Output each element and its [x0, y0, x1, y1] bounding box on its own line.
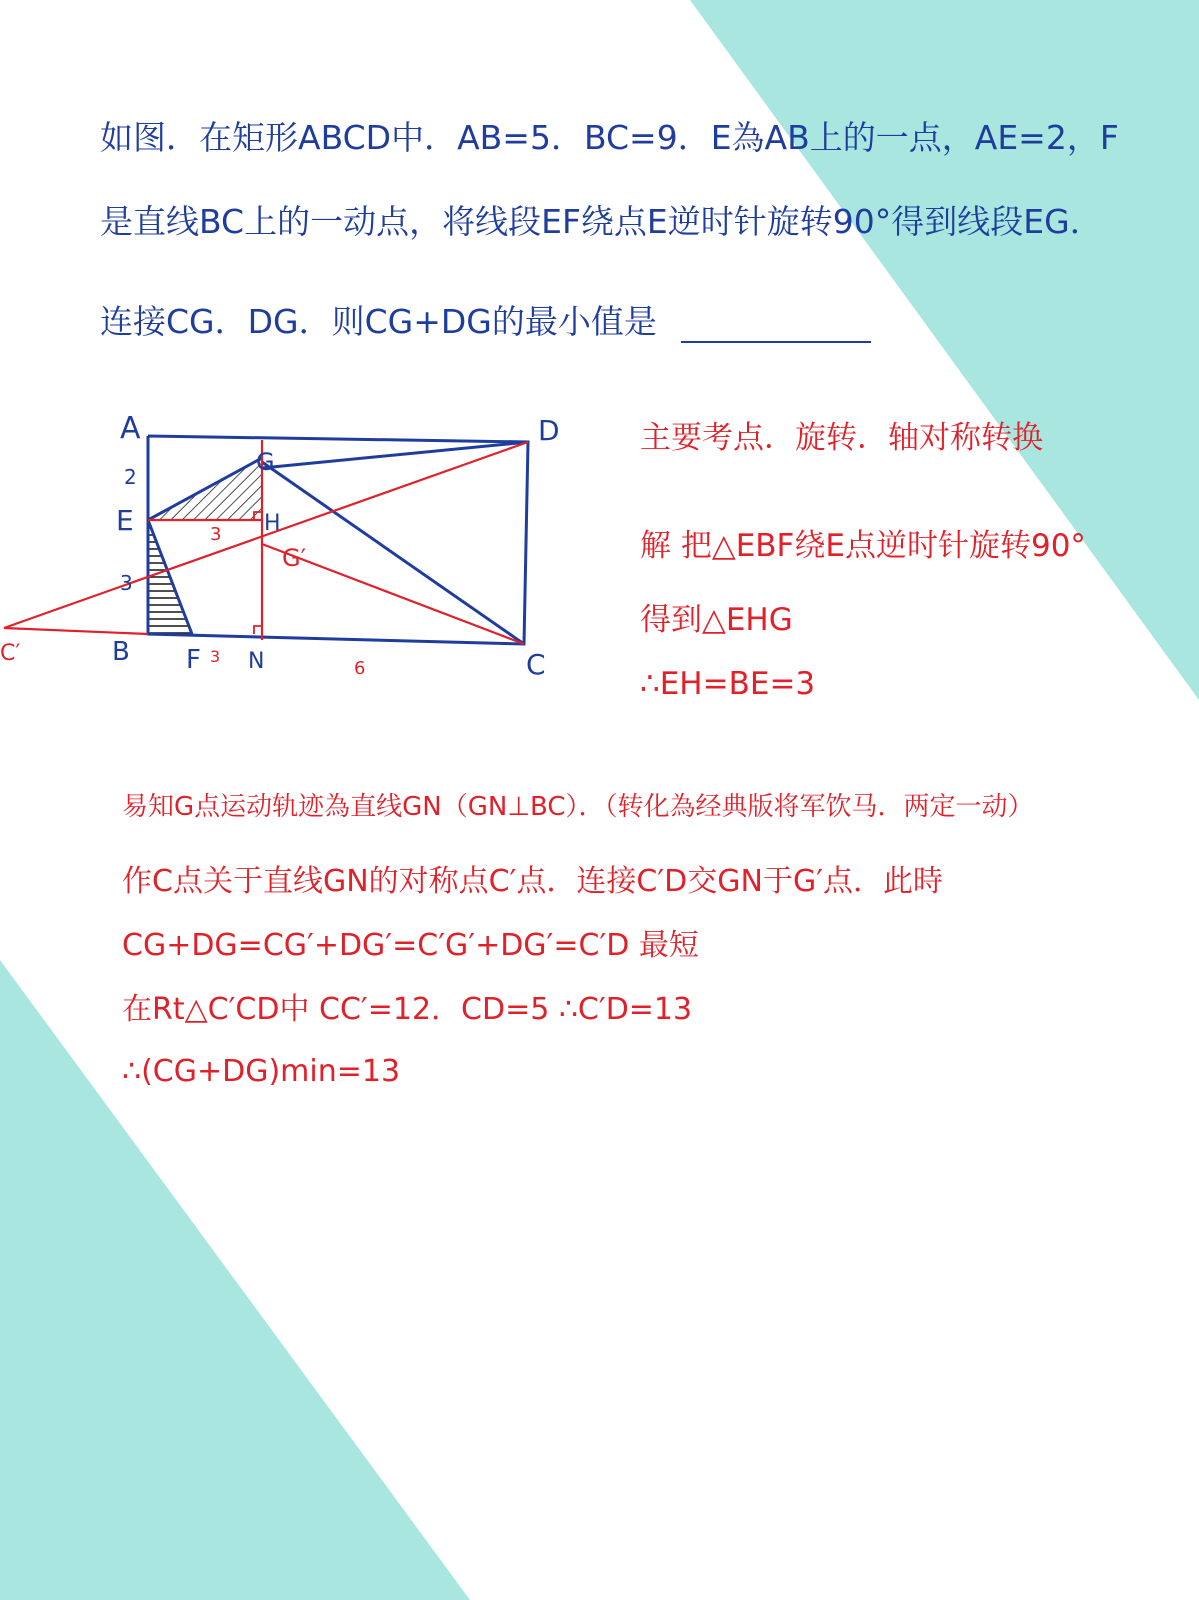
- label-h: H: [264, 511, 281, 536]
- label-n: N: [248, 649, 265, 674]
- solution-step-3: ∴EH=BE=3: [640, 666, 816, 702]
- label-f: F: [186, 645, 201, 675]
- solution-step-2: 得到△EHG: [640, 602, 793, 638]
- label-a: A: [120, 411, 141, 446]
- answer-blank: [681, 311, 871, 343]
- solution-step-1: 解 把△EBF绕E点逆时针旋转90°: [640, 528, 1086, 564]
- length-eh: 3: [210, 524, 222, 545]
- solution-line-1: 易知G点运动轨迹為直线GN（GN⊥BC）．（转化為经典版将军饮马．两定一动）: [122, 792, 1034, 822]
- solution-line-2: 作C点关于直线GN的对称点C′点．连接C′D交GN于G′点．此時: [122, 864, 944, 899]
- label-g: G: [256, 448, 275, 476]
- label-e: E: [116, 504, 134, 537]
- rectangle-abcd: [148, 436, 528, 644]
- length-ae: 2: [124, 465, 137, 489]
- solution-line-4: 在Rt△C′CD中 CC′=12．CD=5 ∴C′D=13: [122, 992, 693, 1027]
- length-bf: 3: [210, 647, 221, 666]
- line-c-prime-b: [4, 628, 148, 634]
- label-b: B: [112, 637, 130, 667]
- label-g-prime: G′: [282, 544, 307, 572]
- solution-line-3: CG+DG=CG′+DG′=C′G′+DG′=C′D 最短: [122, 928, 699, 963]
- geometry-diagram: [0, 400, 620, 700]
- solution-line-5: ∴(CG+DG)min=13: [122, 1054, 401, 1089]
- problem-question-text: 连接CG．DG．则CG+DG的最小值是: [100, 302, 657, 341]
- key-points-note: 主要考点．旋转．轴对称转换: [640, 420, 1043, 456]
- problem-line-3: [100, 296, 871, 343]
- length-nc: 6: [354, 658, 366, 679]
- label-c: C: [526, 648, 546, 681]
- right-angle-mark-n: [254, 626, 262, 634]
- label-c-prime: C′: [0, 641, 21, 666]
- label-d: D: [538, 414, 560, 447]
- problem-line-2: 是直线BC上的一动点，将线段EF绕点E逆时针旋转90°得到线段EG．: [100, 202, 1103, 241]
- problem-line-1: 如图．在矩形ABCD中．AB=5．BC=9．E為AB上的一点，AE=2，F: [100, 118, 1119, 157]
- length-eb: 3: [120, 571, 133, 595]
